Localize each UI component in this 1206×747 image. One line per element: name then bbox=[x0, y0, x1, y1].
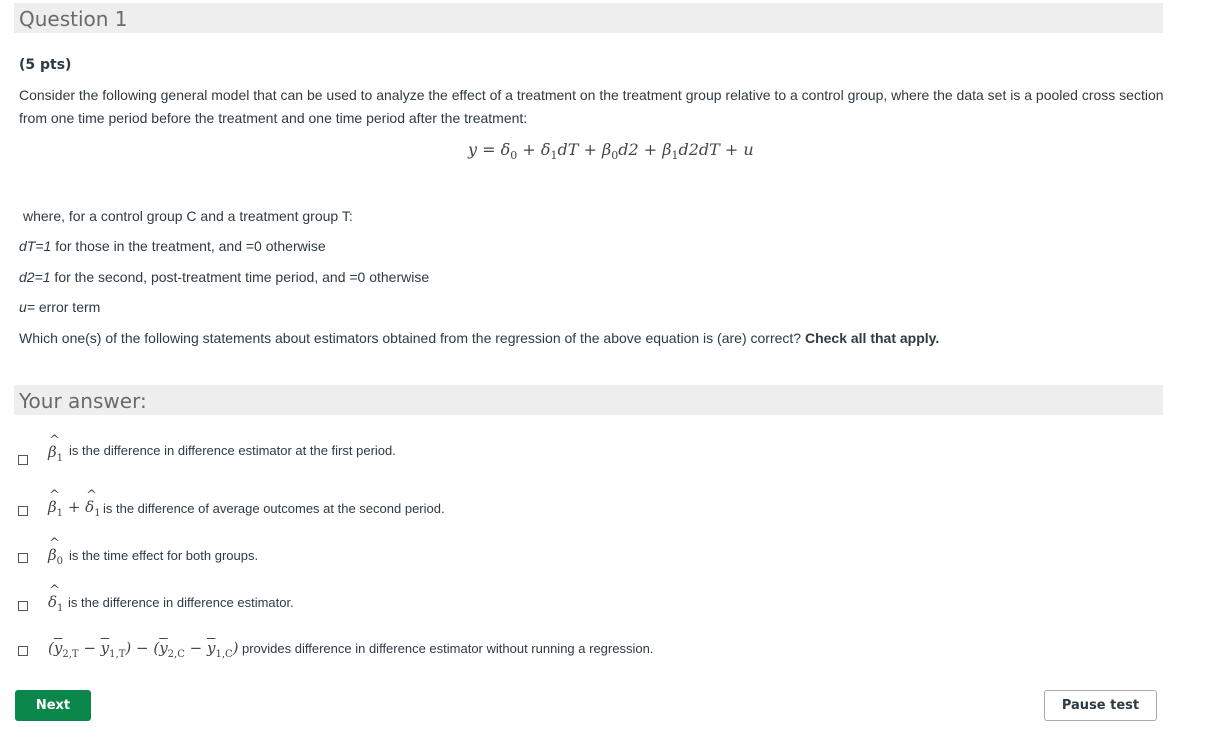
question-prompt bbox=[19, 330, 939, 346]
where-text: where, for a control group C and a treatment group T: bbox=[23, 208, 353, 224]
d2-description: for the second, post-treatment time period, and =0 otherwise bbox=[50, 269, 430, 285]
option-4-checkbox[interactable] bbox=[18, 601, 28, 611]
dT-variable: dT=1 bbox=[19, 238, 52, 254]
option-5-text: provides difference in difference estimator without running a regression. bbox=[242, 641, 654, 656]
option-2-checkbox[interactable] bbox=[18, 506, 28, 516]
dT-description: for those in the treatment, and =0 otherwise bbox=[51, 238, 326, 254]
answer-header bbox=[14, 385, 1163, 415]
option-1-text: is the difference in difference estimator at the first period. bbox=[69, 443, 396, 458]
question-title: Question 1 bbox=[19, 7, 128, 31]
prompt-bold: Check all that apply. bbox=[804, 330, 940, 346]
answer-title: Your answer: bbox=[19, 389, 147, 413]
model-equation: $y = \delta_0 + \delta_1dT + \beta_0d2 + \beta_1d2dT + u$ bbox=[468, 140, 754, 163]
question-header bbox=[14, 3, 1163, 33]
d2-variable: d2=1 bbox=[19, 269, 51, 285]
question-points: (5 pts) bbox=[19, 57, 72, 73]
next-button[interactable]: Next bbox=[15, 690, 91, 721]
option-3-math: ^ $\beta_0$ bbox=[48, 546, 63, 567]
option-1-math: ^ $\beta_1$ bbox=[48, 443, 63, 464]
prompt-text: Which one(s) of the following statements about estimators obtained from the regression of the above equation is (are) correct? bbox=[19, 330, 805, 346]
option-5-math: $(\overline{y}_{2,T} - \overline{y}_{1,T}) - (\overline{y}_{2,C} - \overline{y}_{1,C})$ bbox=[48, 639, 239, 660]
dT-definition bbox=[19, 238, 326, 254]
option-2-math: ^ $\beta_1$ + ^ $\delta_1$ bbox=[48, 498, 101, 519]
option-4-math: ^ $\delta_1$ bbox=[48, 593, 63, 614]
option-3-checkbox[interactable] bbox=[18, 553, 28, 563]
u-definition bbox=[19, 299, 100, 315]
u-variable: u= bbox=[19, 299, 35, 315]
option-1-checkbox[interactable] bbox=[18, 455, 28, 465]
question-intro: Consider the following general model that can be used to analyze the effect of a treatment on the treatment group relative to a control group, where the data set is a pooled cross section from one time period before the treatment and one time period after the treatment: bbox=[19, 87, 1164, 126]
option-5-checkbox[interactable] bbox=[18, 646, 28, 656]
pause-test-button[interactable]: Pause test bbox=[1044, 690, 1157, 721]
option-3-text: is the time effect for both groups. bbox=[69, 548, 259, 563]
d2-definition bbox=[19, 269, 429, 285]
option-2-text: is the difference of average outcomes at the second period. bbox=[103, 501, 445, 516]
option-4-text: is the difference in difference estimator. bbox=[68, 595, 294, 610]
u-description: error term bbox=[34, 299, 101, 315]
